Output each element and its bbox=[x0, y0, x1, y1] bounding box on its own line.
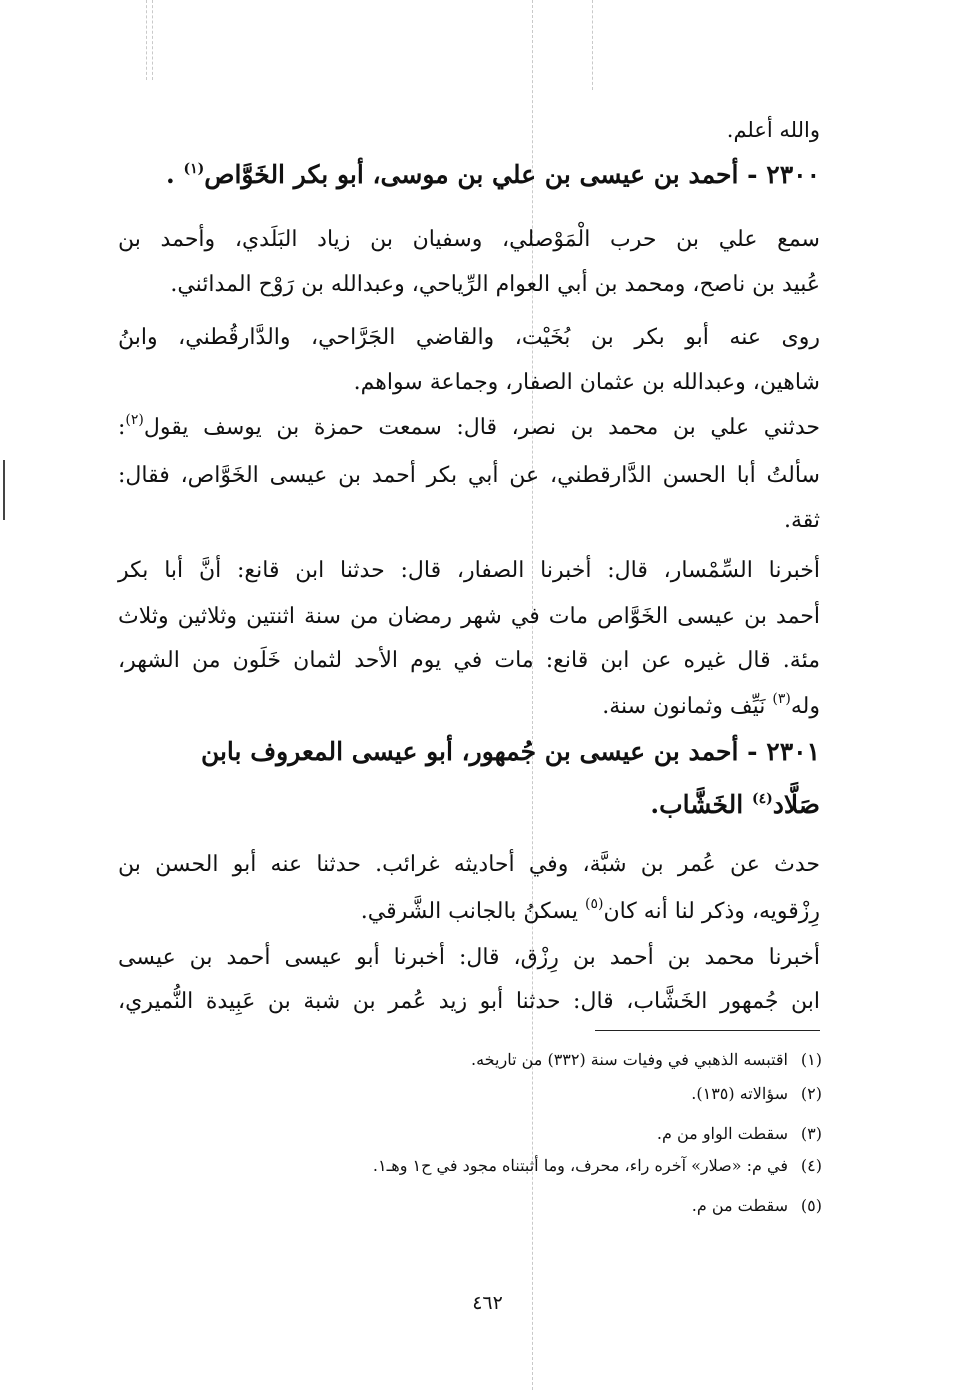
text-line: حدثني علي بن محمد بن نصر، قال: سمعت حمزة بن يوسف يقول$^{(٢)}$: bbox=[118, 412, 820, 440]
footnote-ref: (٥) bbox=[584, 896, 604, 912]
footnote-4: (٤)في م: «صلار» آخره راء، محرف، وما أثبتناه مجود في ح١ وهـ١. bbox=[372, 1156, 822, 1175]
entry-heading-2300: ٢٣٠٠ - أحمد بن عيسى بن علي بن موسى، أبو بكر الخَوَّاص$^{(١)}$ . bbox=[166, 160, 820, 189]
scan-edge-mark bbox=[3, 460, 5, 520]
text-line: أحمد بن عيسى الخَوَّاص مات في شهر رمضان من سنة اثنتين وثلاثين وثلاث bbox=[118, 604, 820, 629]
text-line: شاهين، وعبدالله بن عثمان الصفار، وجماعة سواهم. bbox=[353, 370, 820, 395]
page-number: ٤٦٢ bbox=[472, 1292, 503, 1314]
closing-phrase: والله أعلم. bbox=[726, 118, 820, 142]
footnote-separator bbox=[595, 1030, 820, 1031]
footnote-ref: (٢) bbox=[125, 412, 144, 428]
entry-title: أحمد بن عيسى بن جُمهور، أبو عيسى المعروف بابن bbox=[200, 737, 739, 766]
text-line: سألتُ أبا الحسن الدَّارقطني، عن أبي بكر أحمد بن عيسى الخَوَّاص، فقال: bbox=[118, 463, 820, 488]
footnote-2: (٢)سؤالاته (١٣٥). bbox=[691, 1084, 822, 1103]
text-line: حدث عن عُمر بن شبَّة، وفي أحاديثه غرائب. حدثنا عنه أبو الحسن بن bbox=[118, 852, 820, 877]
entry-number: ٢٣٠٠ bbox=[766, 160, 820, 189]
text-line: أخبرنا محمد بن أحمد بن رِزْق، قال: أخبرنا أبو عيسى أحمد بن عيسى bbox=[118, 945, 820, 970]
text-line: وله$^{(٣)}$ نَيِّف وثمانون سنة. bbox=[602, 691, 820, 719]
footnote-5: (٥)سقطت من م. bbox=[691, 1196, 822, 1215]
text-line: مئة. قال غيره عن ابن قانع: مات في يوم الأحد لثمان خَلَون من الشهر، bbox=[118, 648, 820, 673]
scan-artifact-line bbox=[146, 0, 147, 80]
text-line: ثقة. bbox=[783, 508, 820, 533]
footnote-3: (٣)سقطت الواو من م. bbox=[656, 1124, 822, 1143]
text-line: روى عنه أبو بكر بن بُخَيْت، والقاضي الجَرَّاحي، والدَّارقُطني، وابنُ bbox=[118, 325, 820, 350]
text-line: سمع علي بن حرب الْمَوْصلي، وسفيان بن زياد البَلَدي، وأحمد بن bbox=[118, 227, 820, 252]
footnote-1: (١)اقتبسه الذهبي في وفيات سنة (٣٣٢) من تاريخه. bbox=[471, 1050, 822, 1069]
footnote-ref: (٤) bbox=[751, 791, 773, 807]
entry-heading-2301-cont: صَلَّاد$^{(٤)}$ الخَشَّاب. bbox=[650, 790, 820, 819]
entry-number: ٢٣٠١ bbox=[766, 737, 820, 766]
footnote-ref: (٣) bbox=[772, 691, 791, 707]
text-line: ابن جُمهور الخَشَّاب، قال: حدثنا أبو زيد عُمر بن شبة بن عَبِيدة النُّميري، bbox=[118, 989, 820, 1014]
entry-heading-2301: ٢٣٠١ - أحمد بن عيسى بن جُمهور، أبو عيسى المعروف بابن bbox=[200, 737, 820, 766]
text-line: عُبيد بن ناصح، ومحمد بن أبي العوام الرِّياحي، وعبدالله بن رَوْح المدائني. bbox=[170, 272, 820, 297]
scan-artifact-line bbox=[152, 0, 153, 80]
footnote-ref: (١) bbox=[183, 161, 205, 177]
text-line: رِزْقويه، وذكر لنا أنه كان$^{(٥)}$ يسكنُ بالجانب الشَّرقي. bbox=[360, 896, 820, 924]
entry-title: أحمد بن عيسى بن علي بن موسى، أبو بكر الخَوَّاص bbox=[204, 160, 739, 189]
text-line: أخبرنا السِّمْسار، قال: أخبرنا الصفار، قال: حدثنا ابن قانع: أنَّ أبا بكر bbox=[118, 558, 820, 583]
scan-artifact-line bbox=[592, 0, 593, 90]
